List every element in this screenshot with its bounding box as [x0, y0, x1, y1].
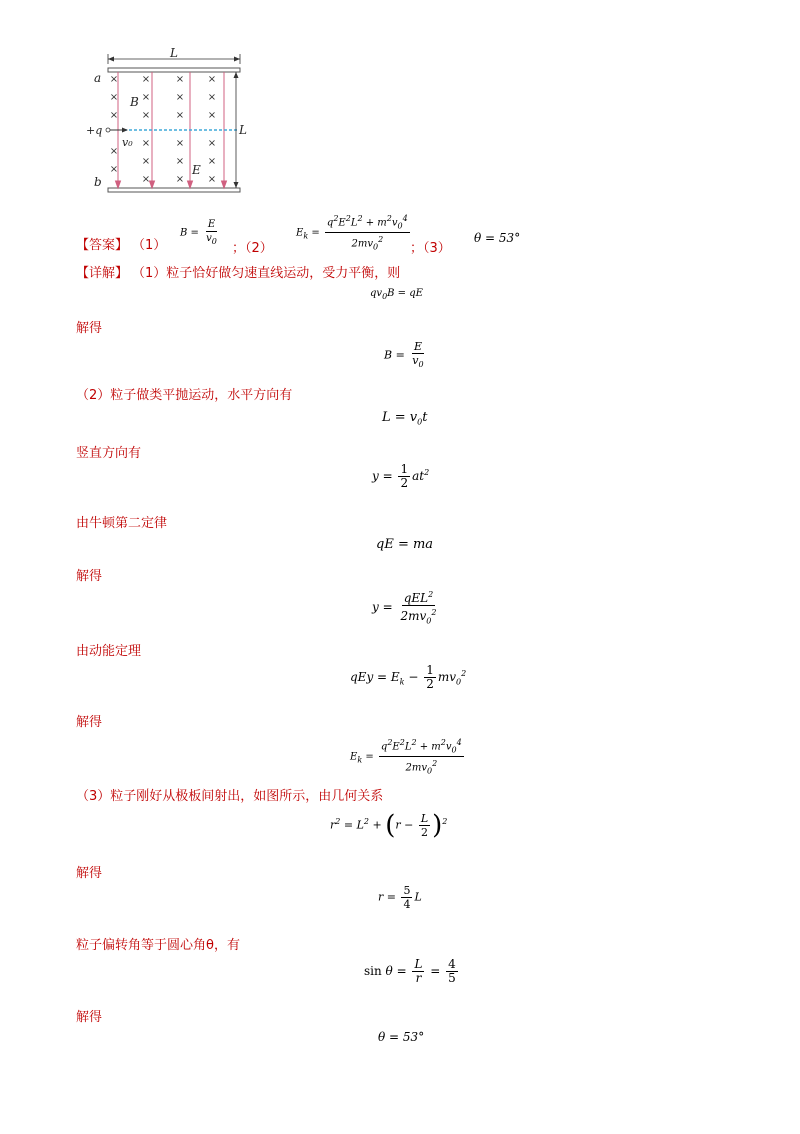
top-length-label: L — [170, 48, 178, 60]
detail-line-5: 由动能定理 — [76, 644, 142, 659]
detail-line-4: 由牛顿第二定律 — [76, 516, 168, 531]
charge-label: +q — [86, 124, 103, 137]
cross: × — [175, 92, 185, 103]
right-length-label: L — [239, 123, 247, 137]
plate-a-label: a — [94, 71, 102, 85]
equation-energy: qEy = $E_k$ − $\frac{1}{2}$ $mv_0^2$ — [350, 663, 467, 691]
detail-tag: 【详解】 — [76, 266, 129, 281]
cross: × — [207, 174, 217, 185]
equation-horizontal: $L = v_0t$ — [382, 410, 428, 427]
equation-B-result: B = $\frac{E}{v_0}$ — [384, 340, 424, 370]
cross: × — [207, 74, 217, 85]
cross: × — [141, 138, 151, 149]
answer-tag: 【答案】 — [76, 238, 129, 253]
detail-jiede-4: 解得 — [76, 866, 103, 881]
detail-line-2: （2）粒子做类平抛运动，水平方向有 — [76, 388, 293, 403]
field-line-arrow — [188, 181, 193, 188]
detail-line-1: （1）粒子恰好做匀速直线运动，受力平衡，则 — [132, 266, 401, 281]
velocity-label: v₀ — [122, 136, 133, 149]
right-dimension-arrow-bottom — [234, 182, 239, 188]
cross: × — [207, 110, 217, 121]
cross: × — [141, 174, 151, 185]
velocity-arrow-head — [122, 128, 128, 133]
cross: × — [109, 74, 119, 85]
cross: × — [175, 138, 185, 149]
detail-line-6: （3）粒子刚好从极板间射出，如图所示，由几何关系 — [76, 789, 384, 804]
detail-jiede-1: 解得 — [76, 321, 103, 336]
cross: × — [207, 156, 217, 167]
equation-force-balance: $qv_0B$ = qE — [370, 288, 423, 301]
field-diagram-svg — [80, 48, 250, 200]
cross: × — [109, 110, 119, 121]
electric-field-label: E — [192, 163, 201, 177]
detail-line-7: 粒子偏转角等于圆心角θ，有 — [76, 938, 240, 953]
magnetic-field-label: B — [130, 95, 139, 109]
right-dimension-arrow-top — [234, 72, 239, 78]
answer-separator-2: ；（2） — [232, 241, 273, 256]
cross: × — [141, 156, 151, 167]
bottom-plate — [108, 188, 240, 192]
equation-vertical: y = $\frac{1}{2}$ $at^2$ — [372, 462, 430, 490]
top-plate — [108, 68, 240, 72]
top-dimension-arrow-left — [108, 57, 114, 62]
cross: × — [141, 110, 151, 121]
equation-sin-theta: sin θ = $\frac{L}{r}$ = $\frac{4}{5}$ — [364, 957, 456, 985]
field-diagram — [80, 48, 250, 200]
cross: × — [175, 156, 185, 167]
field-line-arrow — [222, 181, 227, 188]
equation-geometry: $r^2 = L^2 + (r$ − $\frac{L}{2}$ )$^2$ — [330, 810, 448, 841]
cross: × — [207, 92, 217, 103]
cross: × — [141, 74, 151, 85]
cross: × — [109, 92, 119, 103]
plate-b-label: b — [94, 175, 102, 189]
detail-jiede-2: 解得 — [76, 569, 103, 584]
cross: × — [175, 110, 185, 121]
top-dimension-arrow-right — [234, 57, 240, 62]
detail-jiede-3: 解得 — [76, 715, 103, 730]
equation-y-result: y = $\frac{qEL^2}{2mv_0^2}$ — [372, 590, 437, 626]
cross: × — [175, 74, 185, 85]
charge-dot — [106, 128, 110, 132]
answer-part1-label: （1） — [132, 238, 167, 253]
equation-Ek-result: $E_k$ = $\frac{q^2E^2L^2 + m^2v_0^4}{2mv_0^2}$ — [350, 738, 462, 776]
cross: × — [109, 146, 119, 157]
answer-formula-B: B = $\frac{E}{v_0}$ — [180, 219, 217, 246]
detail-line-3: 竖直方向有 — [76, 446, 142, 461]
equation-theta-result: θ = 53° — [378, 1030, 425, 1044]
answer-separator-3: ；（3） — [410, 241, 451, 256]
equation-r-result: r = $\frac{5}{4}$ L — [378, 884, 422, 911]
cross: × — [109, 164, 119, 175]
detail-jiede-5: 解得 — [76, 1010, 103, 1025]
equation-newton: qE = ma — [376, 537, 434, 552]
cross: × — [141, 92, 151, 103]
field-line-arrow — [150, 181, 155, 188]
answer-formula-theta: θ = 53° — [474, 231, 521, 245]
answer-formula-Ek: $E_k$ = $\frac{q^2E^2L^2 + m^2v_0^4}{2mv_0^2}$ — [296, 214, 408, 252]
field-line-arrow — [116, 181, 121, 188]
cross: × — [207, 138, 217, 149]
cross: × — [175, 174, 185, 185]
